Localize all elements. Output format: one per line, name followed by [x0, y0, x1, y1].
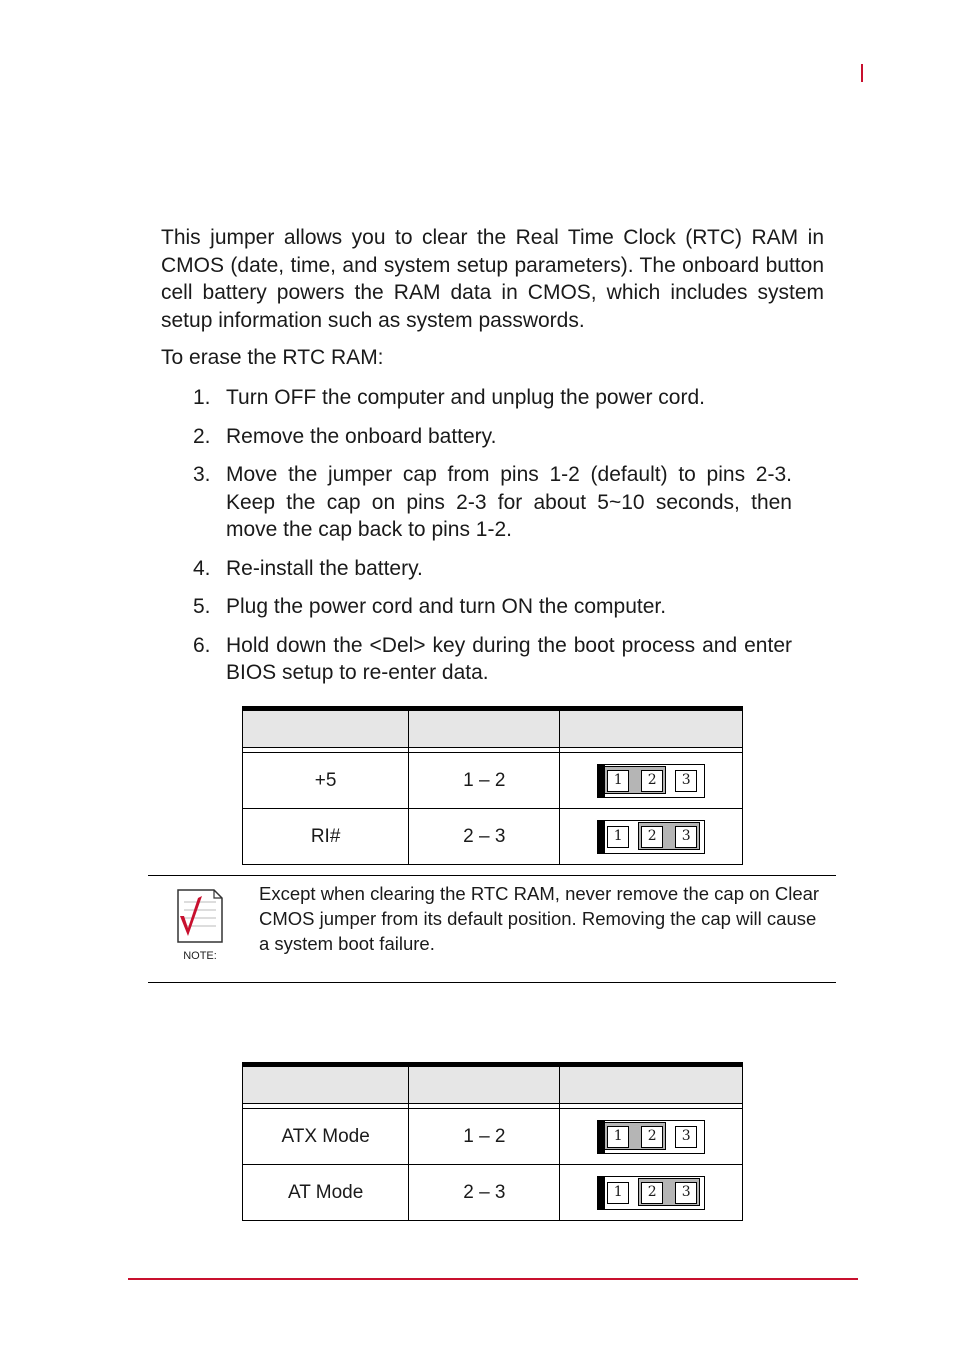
jumper-diagram: [597, 764, 705, 798]
list-item: [190, 632, 792, 687]
jumper-diagram-cell: [560, 1165, 743, 1221]
clear-cmos-jumper-table: [242, 706, 743, 865]
note-bottom-rule: [148, 982, 836, 983]
step-text: Remove the onboard battery.: [226, 424, 497, 448]
pins-cell: 1 – 2: [409, 753, 560, 809]
pins-cell: 2 – 3: [409, 809, 560, 865]
note-label: NOTE:: [183, 950, 217, 962]
step-text: Re-install the battery.: [226, 556, 423, 580]
intro-paragraph: This jumper allows you to clear the Real Time Clock (RTC) RAM in CMOS (date, time, and system setup parameters). The onboard button cell battery powers the RAM data in CMOS, which includes system setup information such as system passwords.: [161, 226, 824, 332]
table-row: [243, 753, 743, 809]
jumper-diagram: [597, 820, 705, 854]
erase-intro: To erase the RTC RAM:: [161, 346, 384, 369]
jumper-pin: 2: [641, 826, 663, 848]
step-number: 3.: [193, 463, 211, 486]
table-header-cell: [409, 709, 560, 748]
table-header-row: [243, 1065, 743, 1104]
setting-cell: ATX Mode: [243, 1109, 409, 1165]
step-number: 6.: [193, 633, 211, 657]
jumper-pin: 1: [607, 1126, 629, 1148]
table-header-cell: [243, 1065, 409, 1104]
jumper-diagram: [597, 1176, 705, 1210]
step-text: Hold down the <Del> key during the boot process and enter BIOS setup to re-enter data.: [226, 633, 792, 684]
list-item: [190, 593, 792, 621]
step-number: 4.: [193, 556, 211, 580]
pins-cell: 2 – 3: [409, 1165, 560, 1221]
jumper-pin: 1: [607, 770, 629, 792]
jumper-diagram-cell: [560, 753, 743, 809]
jumper-diagram-cell: [560, 809, 743, 865]
jumper-diagram: [597, 1120, 705, 1154]
footer-rule: [128, 1278, 858, 1280]
list-item: [190, 384, 792, 412]
step-text: Turn OFF the computer and unplug the power cord.: [226, 386, 705, 409]
note-top-rule: [148, 875, 836, 876]
table-row: [243, 809, 743, 865]
table-row: [243, 1109, 743, 1165]
jumper-pin: 3: [675, 826, 697, 848]
jumper-pin1-marker: [597, 820, 605, 854]
step-number: 5.: [193, 595, 211, 618]
table-header-cell: [560, 709, 743, 748]
list-item: [190, 555, 792, 583]
jumper-pin: 1: [607, 1182, 629, 1204]
header-marker: [861, 64, 863, 82]
jumper-diagram-cell: [560, 1109, 743, 1165]
jumper-pin: 2: [641, 1182, 663, 1204]
step-number: 2.: [193, 424, 211, 448]
step-text: Move the jumper cap from pins 1-2 (default) to pins 2-3. Keep the cap on pins 2-3 for about 5~10 seconds, then move the cap back to pins 1-2.: [226, 463, 792, 541]
jumper-pin1-marker: [597, 1176, 605, 1210]
setting-cell: RI#: [243, 809, 409, 865]
power-mode-jumper-table: [242, 1062, 743, 1221]
jumper-pin: 3: [675, 1126, 697, 1148]
erase-steps-list: [190, 384, 792, 698]
pins-cell: 1 – 2: [409, 1109, 560, 1165]
jumper-pin: 3: [675, 1182, 697, 1204]
table-header-cell: [409, 1065, 560, 1104]
note-text: Except when clearing the RTC RAM, never remove the cap on Clear CMOS jumper from its default position. Removing the cap will cause a system boot failure.: [259, 883, 820, 954]
list-item: [190, 461, 792, 544]
jumper-pin: 1: [607, 826, 629, 848]
table-header-cell: [560, 1065, 743, 1104]
jumper-pin: 2: [641, 1126, 663, 1148]
list-item: [190, 423, 792, 451]
step-text: Plug the power cord and turn ON the computer.: [226, 595, 667, 618]
table-header-cell: [243, 709, 409, 748]
table-header-row: [243, 709, 743, 748]
jumper-pin: 2: [641, 770, 663, 792]
step-number: 1.: [193, 386, 211, 409]
setting-cell: +5: [243, 753, 409, 809]
jumper-pin: 3: [675, 770, 697, 792]
note-icon: [172, 886, 226, 962]
table-row: [243, 1165, 743, 1221]
setting-cell: AT Mode: [243, 1165, 409, 1221]
